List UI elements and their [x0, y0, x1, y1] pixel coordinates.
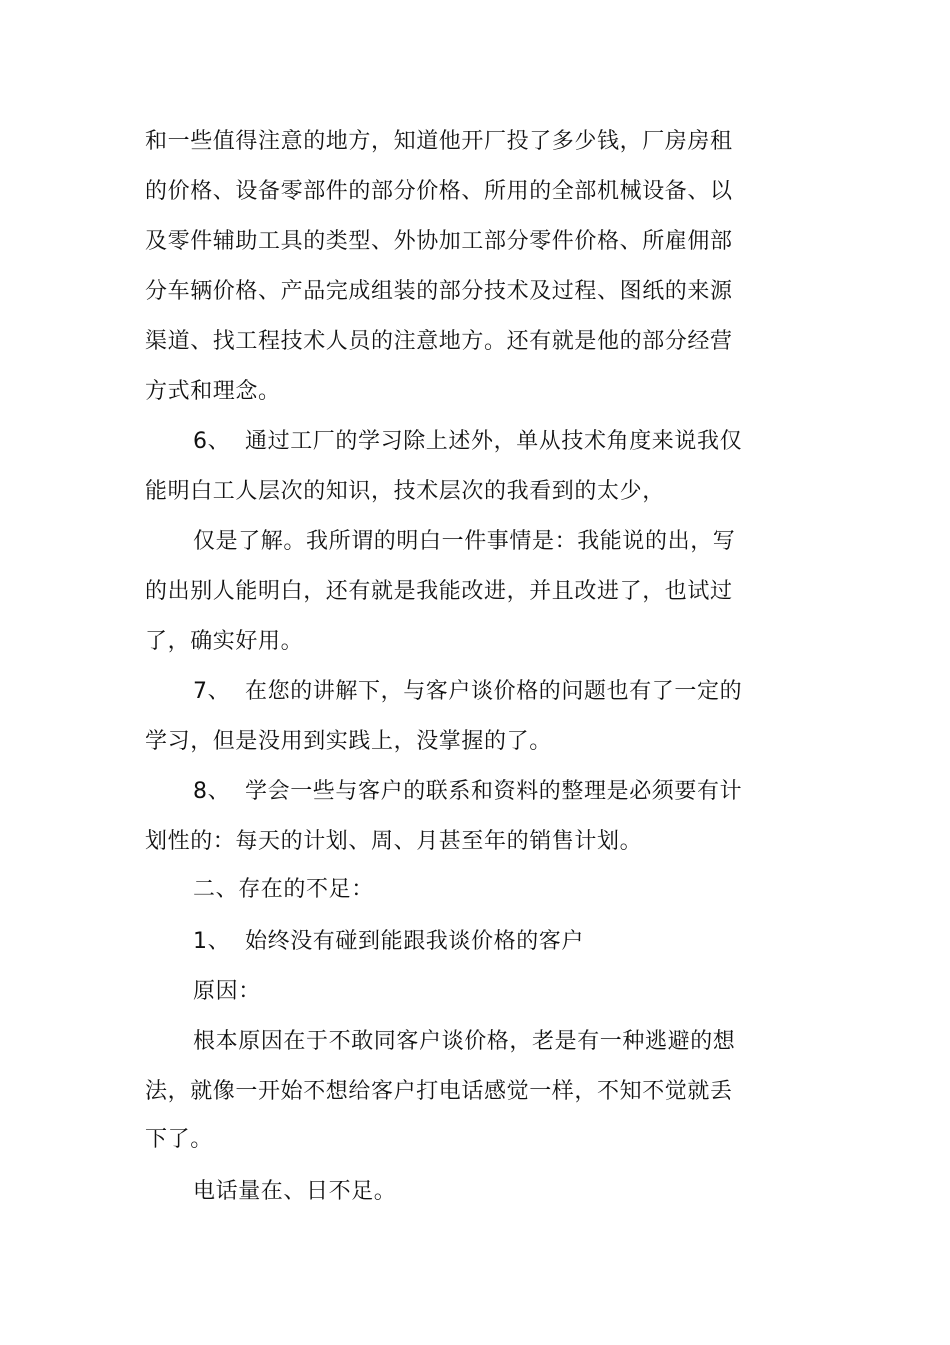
text-line: 通过工厂的学习除上述外，单从技术角度来说我仅 — [245, 429, 743, 454]
text-line: 在您的讲解下，与客户谈价格的问题也有了一定的 — [245, 679, 743, 704]
numbered-paragraph-1 — [193, 928, 813, 956]
text-line: 能明白工人层次的知识，技术层次的我看到的太少， — [145, 479, 665, 504]
text-line: 电话量在、日不足。 — [193, 1179, 397, 1204]
text-line: 学习，但是没用到实践上，没掌握的了。 — [145, 729, 552, 754]
text-line: 的出别人能明白，还有就是我能改进，并且改进了，也试过 — [145, 579, 733, 604]
item-number: 8、 — [193, 779, 231, 804]
text-line: 始终没有碰到能跟我谈价格的客户 — [245, 929, 585, 954]
text-line: 方式和理念。 — [145, 379, 281, 404]
item-number: 7、 — [193, 679, 231, 704]
numbered-paragraph-6 — [193, 428, 813, 456]
text-line: 及零件辅助工具的类型、外协加工部分零件价格、所雇佣部 — [145, 229, 733, 254]
text-line: 仅是了解。我所谓的明白一件事情是：我能说的出，写 — [193, 529, 736, 554]
text-line: 分车辆价格、产品完成组装的部分技术及过程、图纸的来源 — [145, 279, 733, 304]
numbered-paragraph-7 — [193, 678, 813, 706]
text-line: 渠道、找工程技术人员的注意地方。还有就是他的部分经营 — [145, 329, 733, 354]
text-line: 法，就像一开始不想给客户打电话感觉一样，不知不觉就丢 — [145, 1079, 733, 1104]
section-heading: 二、存在的不足： — [193, 877, 374, 902]
item-number: 1、 — [193, 929, 231, 954]
item-number: 6、 — [193, 429, 231, 454]
text-line: 下了。 — [145, 1127, 213, 1152]
text-line: 根本原因在于不敢同客户谈价格，老是有一种逃避的想 — [193, 1029, 736, 1054]
text-line: 了，确实好用。 — [145, 629, 304, 654]
text-line: 划性的：每天的计划、周、月甚至年的销售计划。 — [145, 829, 643, 854]
numbered-paragraph-8 — [193, 778, 813, 806]
text-line: 学会一些与客户的联系和资料的整理是必须要有计 — [245, 779, 743, 804]
text-line: 原因： — [193, 979, 261, 1004]
text-line: 的价格、设备零部件的部分价格、所用的全部机械设备、以 — [145, 179, 733, 204]
text-line: 和一些值得注意的地方，知道他开厂投了多少钱，厂房房租 — [145, 129, 733, 154]
